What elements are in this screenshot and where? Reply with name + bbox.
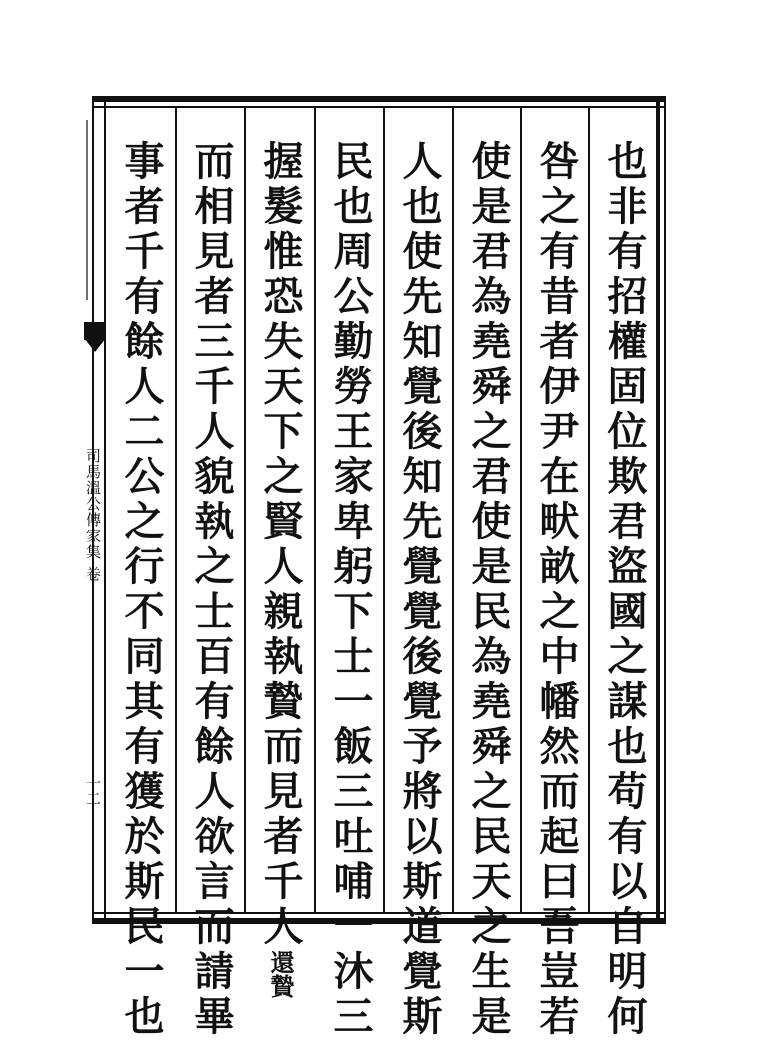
gutter-title: 司馬溫公傳家集 卷	[84, 448, 102, 582]
column-divider	[175, 108, 177, 912]
column-text: 握髮惟恐失天下之賢人親執贄而見者千人	[257, 140, 304, 950]
frame-top-inner-border	[92, 106, 664, 108]
frame-right-border	[656, 96, 660, 924]
text-column-2	[526, 140, 586, 1040]
gutter-page-number: 十二	[84, 776, 102, 806]
text-column-3	[458, 140, 518, 1040]
column-divider	[588, 108, 590, 912]
column-divider	[244, 108, 246, 912]
column-text: 也非有招權固位欺君盜國之謀也苟有以自明何	[601, 140, 648, 1040]
frame-right-outer-border	[664, 96, 666, 924]
column-text: 事者千有餘人二公之行不同其有獲於斯民一也	[118, 140, 165, 1040]
frame-top-border	[92, 96, 664, 102]
column-divider	[383, 108, 385, 912]
text-column-7	[181, 140, 241, 1040]
column-text: 人也使先知覺後知先覺覺後覺予將以斯道覺斯	[396, 140, 443, 1040]
column-text: 而相見者三千人貌執之士百有餘人欲言而請畢	[188, 140, 235, 1040]
column-text: 咎之有昔者伊尹在畎畝之中幡然而起曰吾豈若	[533, 140, 580, 1040]
fishtail-icon	[84, 338, 106, 352]
column-divider	[520, 108, 522, 912]
text-column-1	[594, 140, 654, 1040]
text-column-6	[250, 140, 310, 998]
column-annotation: 還贄	[266, 950, 295, 998]
text-column-5	[320, 140, 380, 1040]
text-column-4	[389, 140, 449, 1040]
column-divider	[452, 108, 454, 912]
column-divider	[314, 108, 316, 912]
text-column-8	[111, 140, 171, 1040]
column-text: 民也周公勤勞王家卑躬下士一飯三吐哺一沐三	[327, 140, 374, 1040]
frame-left-border	[104, 102, 106, 918]
column-text: 使是君為堯舜之君使是民為堯舜之民天之生是	[465, 140, 512, 1040]
gutter-mark	[86, 120, 102, 300]
